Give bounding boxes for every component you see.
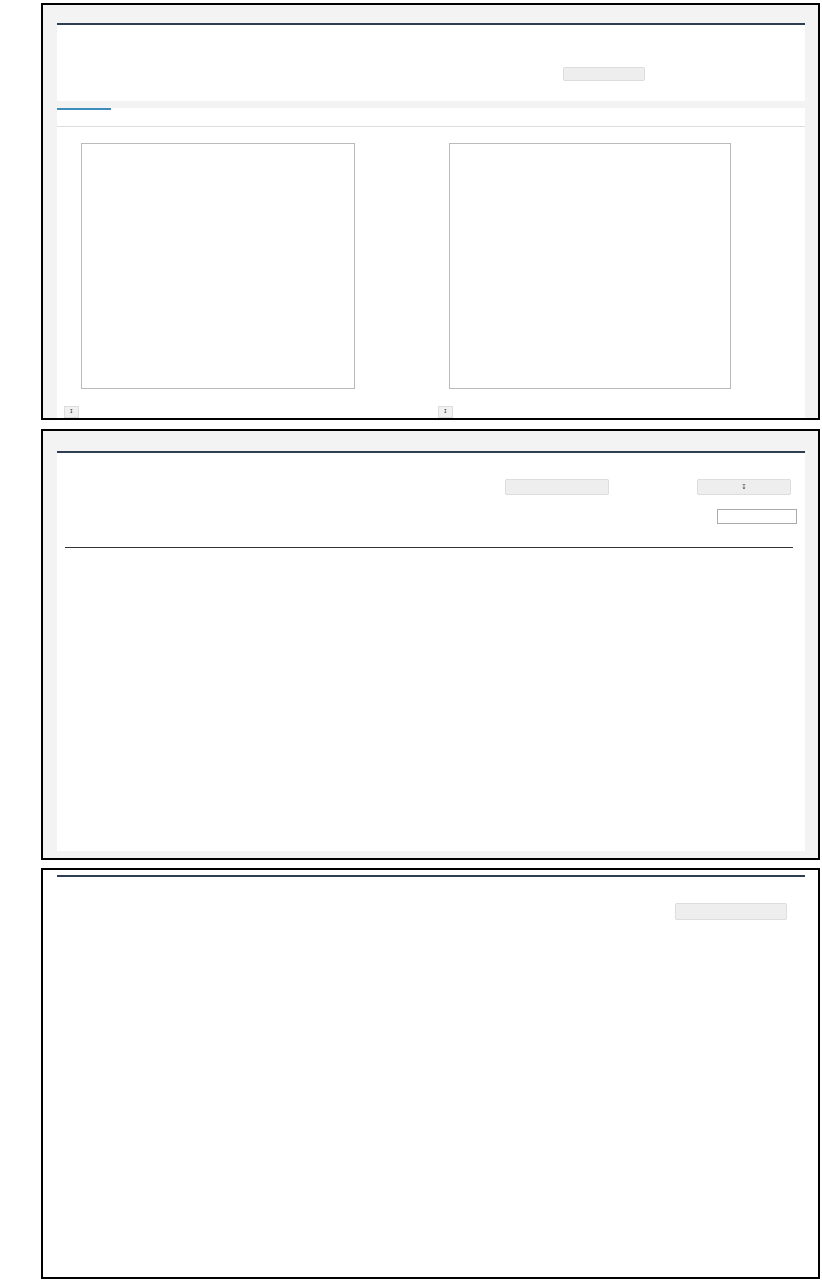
- search-input[interactable]: [717, 509, 797, 524]
- col-header-phecode[interactable]: [91, 529, 147, 547]
- annotated-points-card: [57, 451, 805, 851]
- manhattan-plot-area[interactable]: [82, 144, 356, 390]
- col-header-category[interactable]: [529, 529, 643, 547]
- update-subgraphs-button[interactable]: [675, 903, 787, 920]
- panel-a: [41, 3, 820, 420]
- annotated-table: [65, 529, 793, 548]
- panel-c: [41, 868, 820, 1279]
- update-plot-button[interactable]: [505, 479, 609, 495]
- step-series-chart[interactable]: [43, 1160, 820, 1279]
- col-header-z-mgh[interactable]: [695, 529, 745, 547]
- subgraph-summary-chart[interactable]: [143, 1086, 803, 1166]
- col-header-z-vandy[interactable]: [643, 529, 695, 547]
- panel-b: [41, 429, 820, 860]
- network-chart[interactable]: [43, 948, 820, 1098]
- manhattan-plot[interactable]: [81, 143, 355, 389]
- scatter-plot[interactable]: [449, 143, 731, 389]
- col-header-description[interactable]: [147, 529, 529, 547]
- col-header-index[interactable]: [65, 529, 91, 547]
- manhattan-download-button[interactable]: ↧: [64, 406, 79, 418]
- controls-card: [57, 23, 805, 101]
- plots-card: [57, 108, 805, 420]
- col-header-z-ukbb[interactable]: [745, 529, 793, 547]
- remove-annotations-button[interactable]: [563, 67, 645, 81]
- scatter-download-button[interactable]: ↧: [438, 406, 453, 418]
- download-rows-button[interactable]: ↧: [697, 479, 791, 495]
- scatter-plot-area[interactable]: [450, 144, 732, 390]
